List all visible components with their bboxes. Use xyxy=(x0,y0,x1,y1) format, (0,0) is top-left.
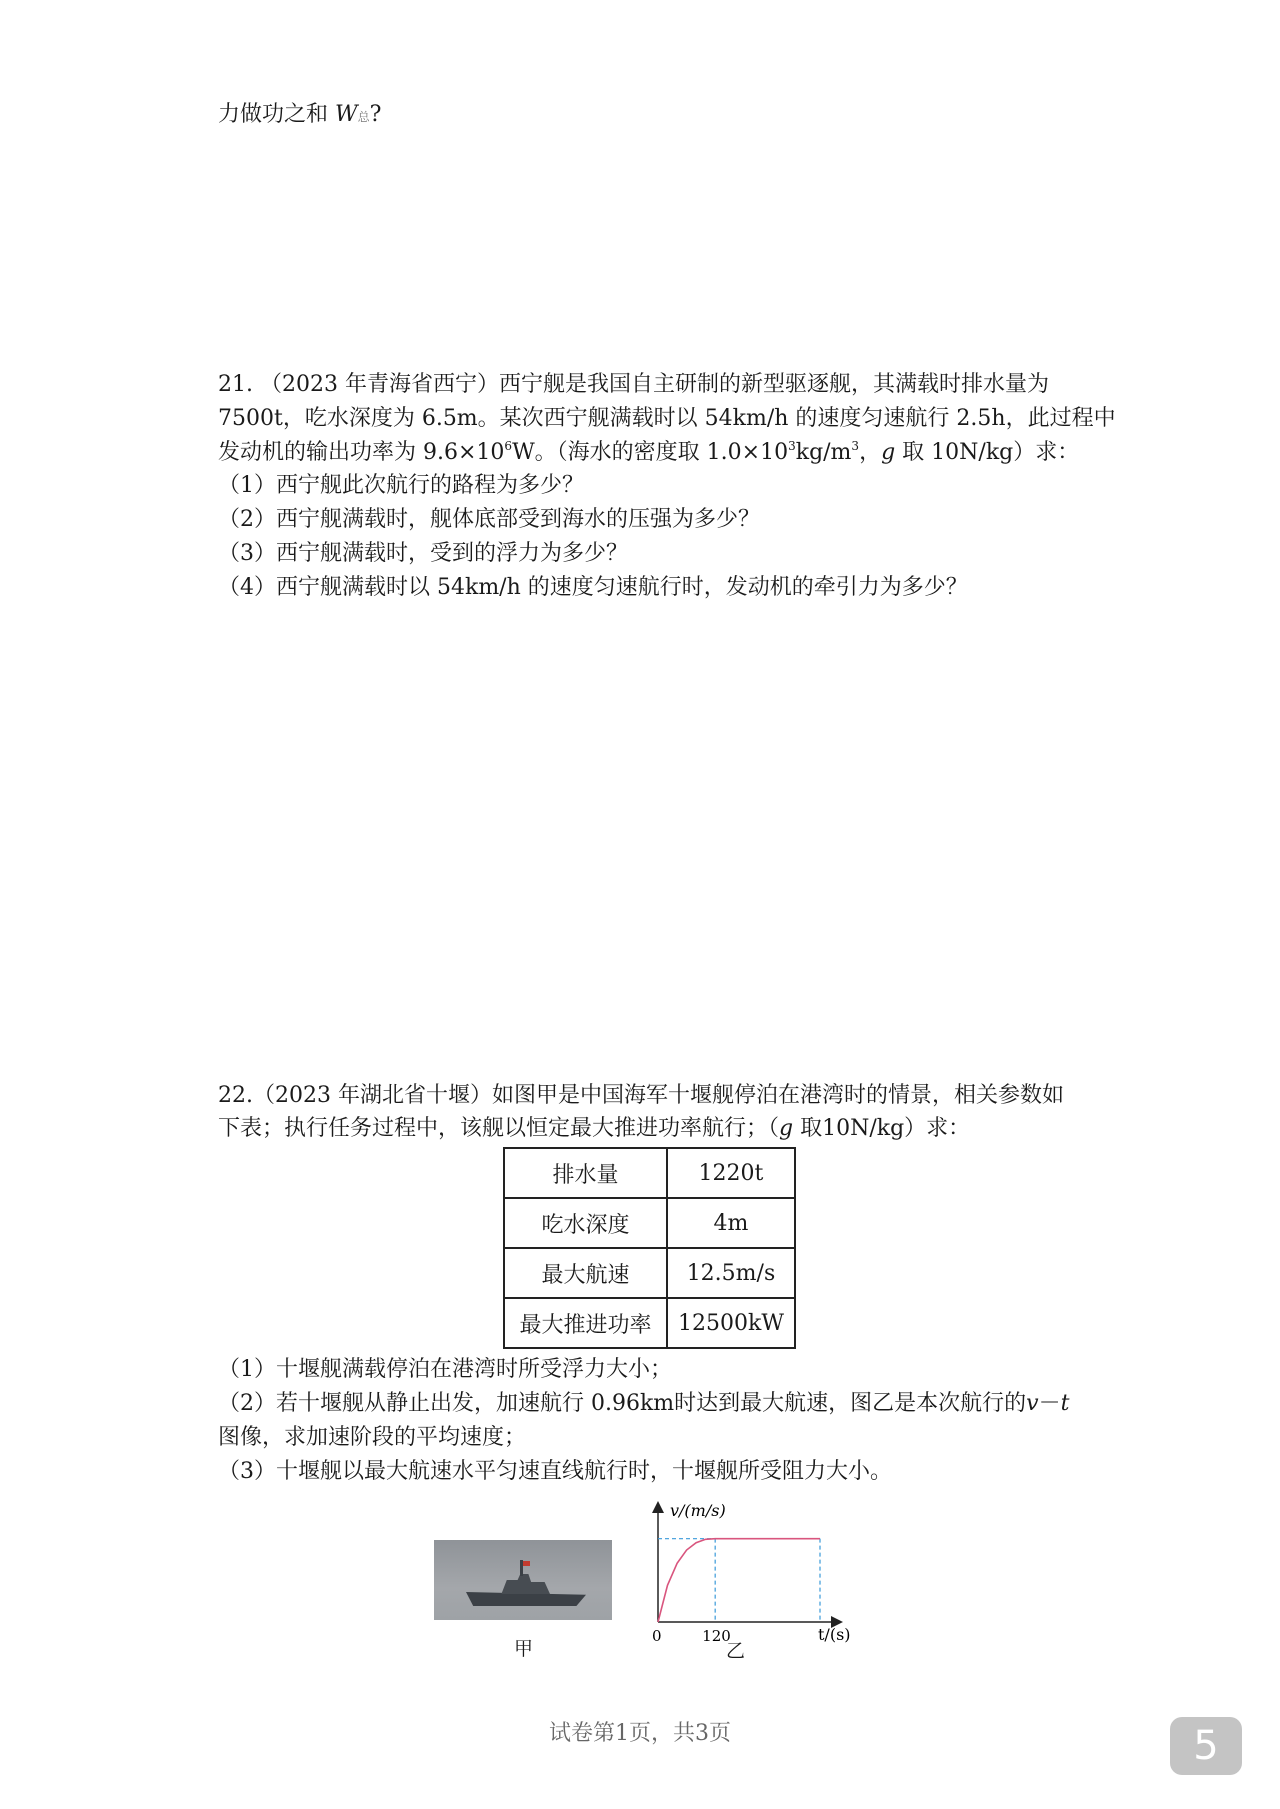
table-row xyxy=(504,1198,795,1248)
ship-hull xyxy=(466,1592,586,1606)
table-row xyxy=(504,1248,795,1298)
table-value: 12500kW xyxy=(667,1298,795,1348)
table-row xyxy=(504,1298,795,1348)
x-axis-label: t/(s) xyxy=(818,1625,851,1644)
ship-superstructure xyxy=(496,1574,550,1594)
q22-part-1: （1）十堰舰满载停泊在港湾时所受浮力大小； xyxy=(218,1357,672,1382)
y-axis-label: v/(m/s) xyxy=(670,1501,726,1520)
q21-part-2: （2）西宁舰满载时，舰体底部受到海水的压强为多少？ xyxy=(218,507,760,532)
origin-label: 0 xyxy=(652,1627,662,1645)
q22-part-2-line-1: （2）若十堰舰从静止出发，加速航行 0.96km时达到最大航速，图乙是本次航行的v－t xyxy=(218,1391,1070,1416)
table-key: 最大航速 xyxy=(504,1248,667,1298)
table-key: 排水量 xyxy=(504,1148,667,1198)
table-key: 最大推进功率 xyxy=(504,1298,667,1348)
ship-parameter-table xyxy=(503,1147,796,1349)
ship-photo xyxy=(434,1540,612,1620)
table-value: 12.5m/s xyxy=(667,1248,795,1298)
table-value: 1220t xyxy=(667,1148,795,1198)
vt-curve xyxy=(658,1539,820,1622)
q21-stem-line-3: 发动机的输出功率为 $9.6\times 10^6W$。（海水的密度取 $1.0\times 10^3kg/m^3$，g 取 10N/kg）求： xyxy=(218,439,1080,465)
flag-icon xyxy=(523,1561,530,1566)
previous-question-fragment: 力做功之和 W总? xyxy=(218,102,382,127)
figure-caption-yi: 乙 xyxy=(726,1640,746,1662)
page-number-badge: 5 xyxy=(1170,1717,1242,1775)
q22-part-3: （3）十堰舰以最大航速水平匀速直线航行时，十堰舰所受阻力大小。 xyxy=(218,1459,892,1484)
x-tick-label: 120 xyxy=(702,1627,731,1645)
q22-part-2-line-2: 图像，求加速阶段的平均速度； xyxy=(218,1425,527,1450)
vt-graph xyxy=(640,1498,860,1648)
table-key: 吃水深度 xyxy=(504,1198,667,1248)
q21-part-3: （3）西宁舰满载时，受到的浮力为多少？ xyxy=(218,541,628,566)
q21-stem-line-1: 21. （2023 年青海省西宁）西宁舰是我国自主研制的新型驱逐舰，其满载时排水量为 xyxy=(218,372,1049,397)
table-value: 4m xyxy=(667,1198,795,1248)
q22-stem-line-1: 22.（2023 年湖北省十堰）如图甲是中国海军十堰舰停泊在港湾时的情景，相关参数如 xyxy=(218,1083,1064,1108)
q22-stem-line-2: 下表；执行任务过程中，该舰以恒定最大推进功率航行；（g 取10N/kg）求： xyxy=(218,1116,971,1141)
dashed-guides xyxy=(658,1539,820,1622)
figure-caption-jia: 甲 xyxy=(514,1638,534,1660)
q21-stem-line-2: 7500t，吃水深度为 6.5m。某次西宁舰满载时以 54km/h 的速度匀速航行 2.5h，此过程中 xyxy=(218,406,1116,431)
page-footer: 试卷第1页，共3页 xyxy=(549,1721,731,1746)
table-row xyxy=(504,1148,795,1198)
q21-part-1: （1）西宁舰此次航行的路程为多少？ xyxy=(218,473,584,498)
q21-part-4: （4）西宁舰满载时以 54km/h 的速度匀速航行时，发动机的牵引力为多少？ xyxy=(218,575,968,600)
